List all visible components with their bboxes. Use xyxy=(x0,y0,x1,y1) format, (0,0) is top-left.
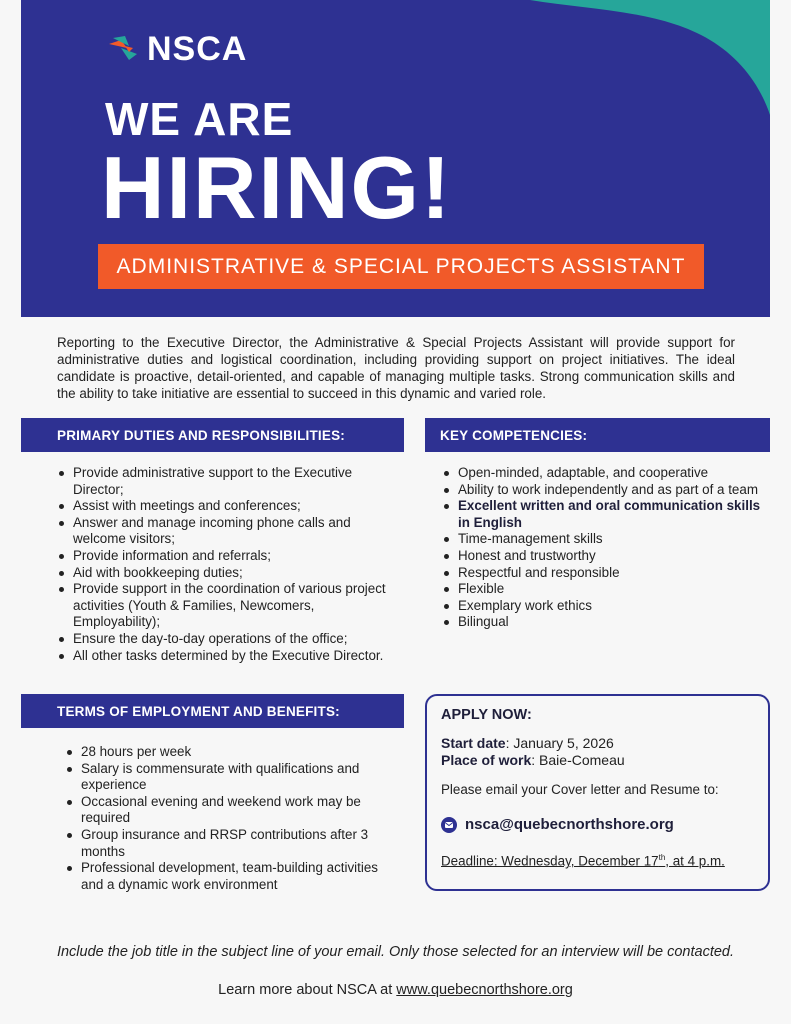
duties-list xyxy=(57,465,397,664)
list-item: All other tasks determined by the Executive Director. xyxy=(57,648,397,665)
terms-heading: TERMS OF EMPLOYMENT AND BENEFITS: xyxy=(21,694,404,728)
list-item: Aid with bookkeeping duties; xyxy=(57,565,397,582)
duties-heading: PRIMARY DUTIES AND RESPONSIBILITIES: xyxy=(21,418,404,452)
list-item: Ensure the day-to-day operations of the office; xyxy=(57,631,397,648)
list-item: Time-management skills xyxy=(442,531,767,548)
list-item: Excellent written and oral communication skills in English xyxy=(442,498,767,531)
competencies-heading: KEY COMPETENCIES: xyxy=(425,418,770,452)
competencies-list xyxy=(442,465,767,631)
list-item: Exemplary work ethics xyxy=(442,598,767,615)
list-item: Respectful and responsible xyxy=(442,565,767,582)
place-of-work xyxy=(441,752,625,768)
list-item: Provide support in the coordination of various project activities (Youth & Families, Newcomers, Employability); xyxy=(57,581,397,631)
deadline-ordinal: th xyxy=(658,853,666,862)
learn-more-text: Learn more about NSCA at xyxy=(218,982,397,998)
footer-learn-more xyxy=(0,982,791,998)
list-item: 28 hours per week xyxy=(65,744,395,761)
intro-paragraph: Reporting to the Executive Director, the Administrative & Special Projects Assistant will provide support for administrative duties and logistical coordination, including providing support on project initiatives. The ideal candidate is proactive, detail-oriented, and capable of managing multiple tasks. Strong communication skills and the ability to take initiative are essential to succeed in this dynamic and varied role. xyxy=(57,335,735,401)
start-date xyxy=(441,735,614,751)
list-item: Bilingual xyxy=(442,614,767,631)
place-value: : Baie-Comeau xyxy=(531,752,625,768)
headline-we-are: WE ARE xyxy=(105,93,294,145)
list-item: Ability to work independently and as part of a team xyxy=(442,482,767,499)
list-item: Group insurance and RRSP contributions after 3 months xyxy=(65,827,395,860)
list-item: Salary is commensurate with qualifications and experience xyxy=(65,761,395,794)
deadline-time: , at 4 p.m. xyxy=(665,853,725,869)
list-item: Assist with meetings and conferences; xyxy=(57,498,397,515)
deadline xyxy=(441,853,725,868)
list-item: Provide administrative support to the Executive Director; xyxy=(57,465,397,498)
email-row[interactable] xyxy=(441,816,674,833)
list-item: Answer and manage incoming phone calls and welcome visitors; xyxy=(57,515,397,548)
job-title-banner: ADMINISTRATIVE & SPECIAL PROJECTS ASSISTANT xyxy=(98,244,704,289)
start-date-value: : January 5, 2026 xyxy=(505,735,614,751)
headline-hiring: HIRING! xyxy=(101,138,453,237)
list-item: Open-minded, adaptable, and cooperative xyxy=(442,465,767,482)
teal-wave-decoration xyxy=(510,0,770,120)
email-link[interactable]: nsca@quebecnorthshore.org xyxy=(465,816,674,833)
website-link[interactable]: www.quebecnorthshore.org xyxy=(396,982,573,998)
footer-note: Include the job title in the subject line of your email. Only those selected for an interview will be contacted. xyxy=(56,944,735,960)
place-label: Place of work xyxy=(441,752,532,768)
list-item: Honest and trustworthy xyxy=(442,548,767,565)
nsca-logo xyxy=(107,30,247,68)
start-date-label: Start date xyxy=(441,735,506,751)
bird-logo-icon xyxy=(107,34,143,64)
hero-banner xyxy=(21,0,770,317)
apply-instructions: Please email your Cover letter and Resume to: xyxy=(441,782,719,797)
list-item: Provide information and referrals; xyxy=(57,548,397,565)
apply-now-box xyxy=(425,694,770,891)
envelope-icon xyxy=(441,817,457,833)
list-item: Occasional evening and weekend work may be required xyxy=(65,794,395,827)
apply-title: APPLY NOW: xyxy=(441,707,532,723)
logo-text: NSCA xyxy=(147,30,248,68)
list-item: Flexible xyxy=(442,581,767,598)
list-item: Professional development, team-building activities and a dynamic work environment xyxy=(65,860,395,893)
deadline-text: Deadline: Wednesday, December 17 xyxy=(441,853,659,869)
terms-list xyxy=(65,744,395,893)
